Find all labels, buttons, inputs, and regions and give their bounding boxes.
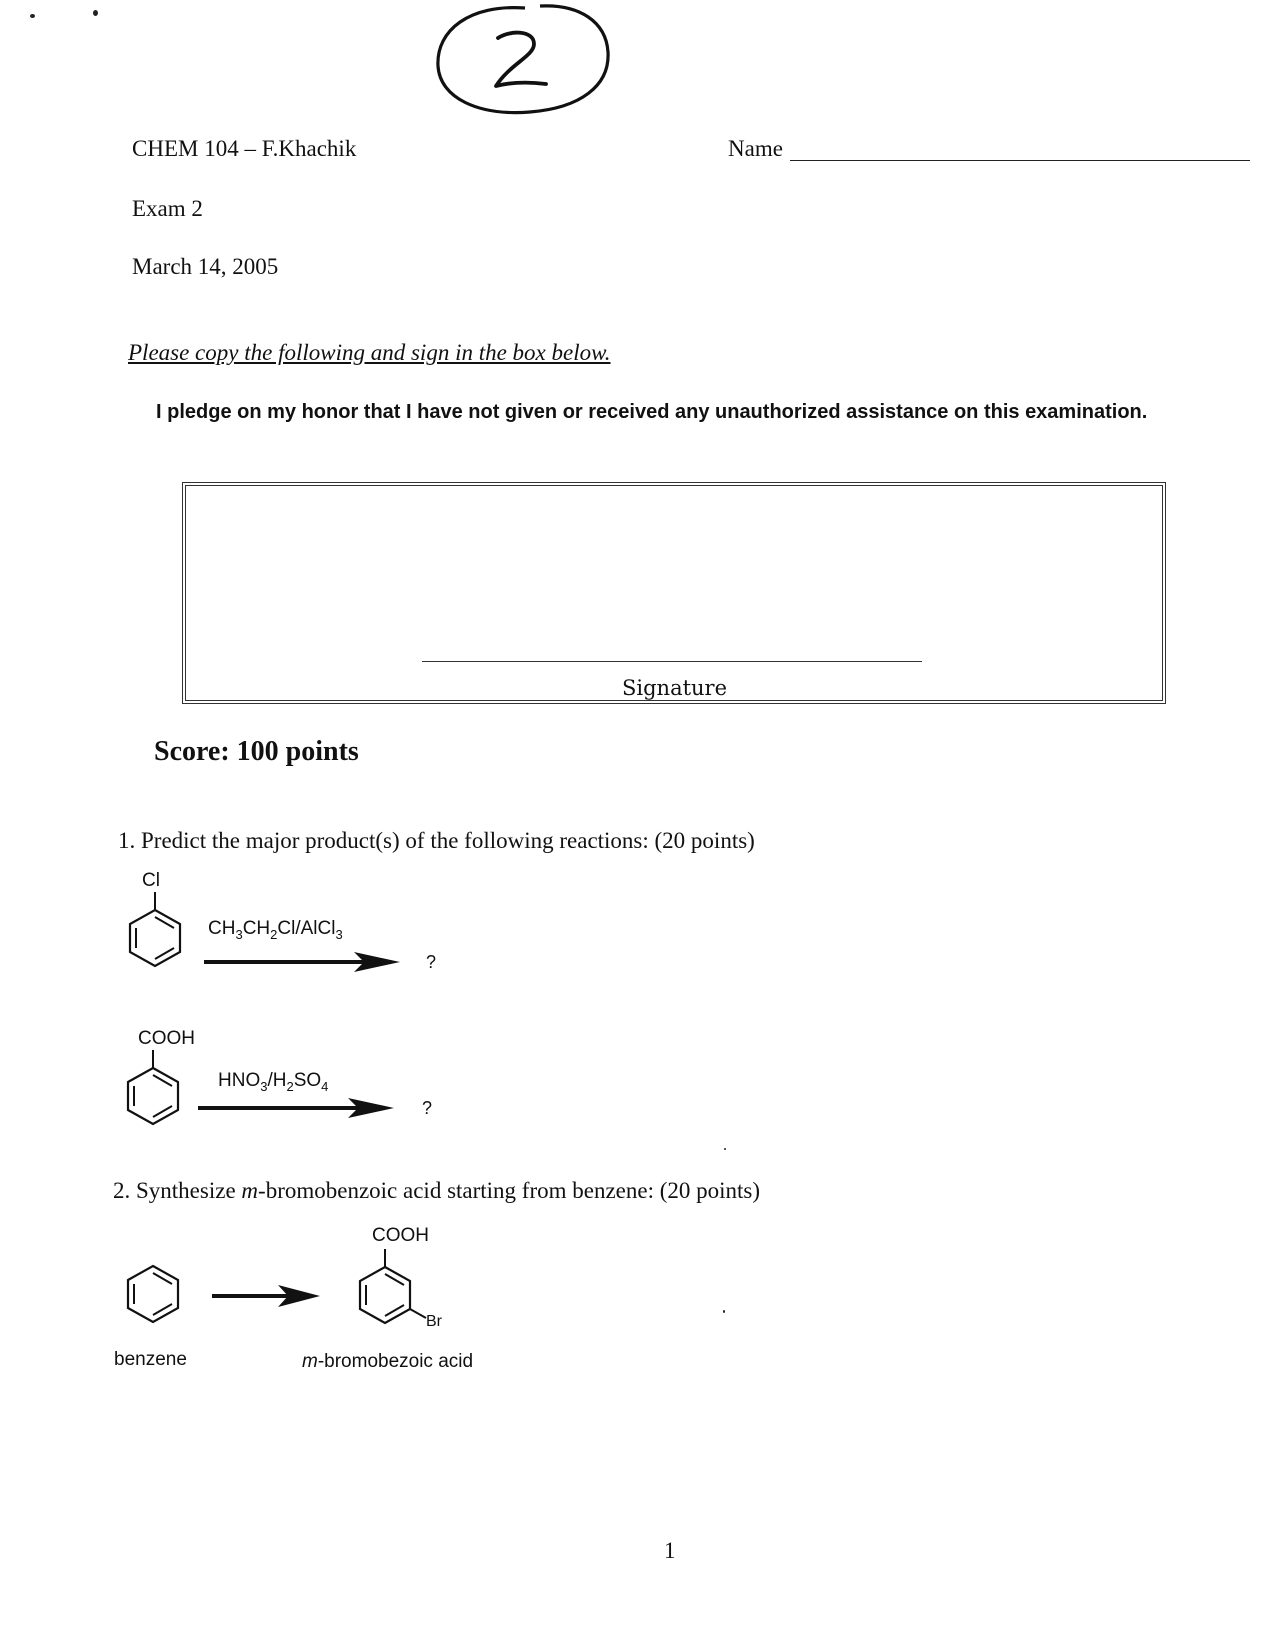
reagent-part: /H [267, 1070, 287, 1091]
reaction-arrow-icon [198, 1096, 398, 1120]
exam-title: Exam 2 [132, 196, 203, 221]
question-2-suffix: -bromobenzoic acid starting from benzene: (20 points) [258, 1178, 761, 1203]
page-number: 1 [664, 1538, 676, 1563]
course-title: CHEM 104 – F.Khachik [132, 136, 357, 161]
reagent-subscript: 3 [260, 1079, 268, 1094]
reagent-label [208, 918, 343, 940]
reagent-label [218, 1070, 328, 1092]
product-unknown: ? [422, 1098, 433, 1118]
reagent-part: HNO [218, 1070, 261, 1091]
honor-pledge-text: I pledge on my honor that I have not given or received any unauthorized assistance on this examination. [156, 401, 1148, 423]
reagent-part: CH [208, 918, 236, 939]
target-name-rest: -bromobezoic acid [317, 1351, 474, 1372]
reagent-subscript: 3 [235, 927, 243, 942]
reaction-arrow-icon [204, 950, 404, 974]
product-unknown: ? [426, 952, 437, 972]
name-label: Name [728, 136, 783, 161]
signature-line [422, 661, 922, 662]
reagent-part: SO [293, 1070, 322, 1091]
question-2-prefix: 2. Synthesize [113, 1178, 242, 1203]
target-bromo-label: Br [426, 1313, 442, 1330]
benzene-ring-icon [120, 890, 190, 980]
reaction-2 [110, 1028, 440, 1138]
reagent-subscript: 4 [321, 1079, 329, 1094]
reagent-part: Cl/AlCl [277, 918, 336, 939]
question-2-text [113, 1178, 760, 1204]
benzene-ring-icon [118, 1261, 188, 1331]
target-carboxyl-label: COOH [372, 1225, 429, 1246]
exam-date: March 14, 2005 [132, 254, 279, 279]
reagent-subscript: 2 [270, 927, 278, 942]
signature-box[interactable] [182, 482, 1166, 704]
reagent-part: CH [242, 918, 271, 939]
reaction-1 [110, 870, 440, 980]
benzene-ring-icon [118, 1048, 188, 1138]
reagent-subscript: 3 [335, 927, 343, 942]
signature-label: Signature [622, 676, 728, 700]
chloro-substituent-label: Cl [142, 870, 160, 891]
scan-speck [724, 1148, 726, 1150]
target-name-meta: m [302, 1351, 318, 1372]
scan-speck [93, 10, 98, 16]
question-2-meta-prefix: m [241, 1178, 259, 1203]
pledge-instruction: Please copy the following and sign in the box below. [128, 340, 611, 365]
name-field-line[interactable] [790, 160, 1250, 161]
benzene-label: benzene [114, 1349, 187, 1370]
synthesis-scheme [110, 1225, 510, 1385]
score-heading: Score: 100 points [154, 736, 359, 767]
question-1-text: 1. Predict the major product(s) of the following reactions: (20 points) [118, 828, 755, 853]
reagent-subscript: 2 [286, 1079, 294, 1094]
scan-speck [723, 1310, 725, 1313]
handwritten-circled-number [430, 0, 620, 130]
target-name-label [302, 1351, 473, 1373]
carboxyl-substituent-label: COOH [138, 1028, 195, 1049]
scan-speck [30, 14, 35, 18]
synthesis-arrow-icon [212, 1283, 322, 1309]
